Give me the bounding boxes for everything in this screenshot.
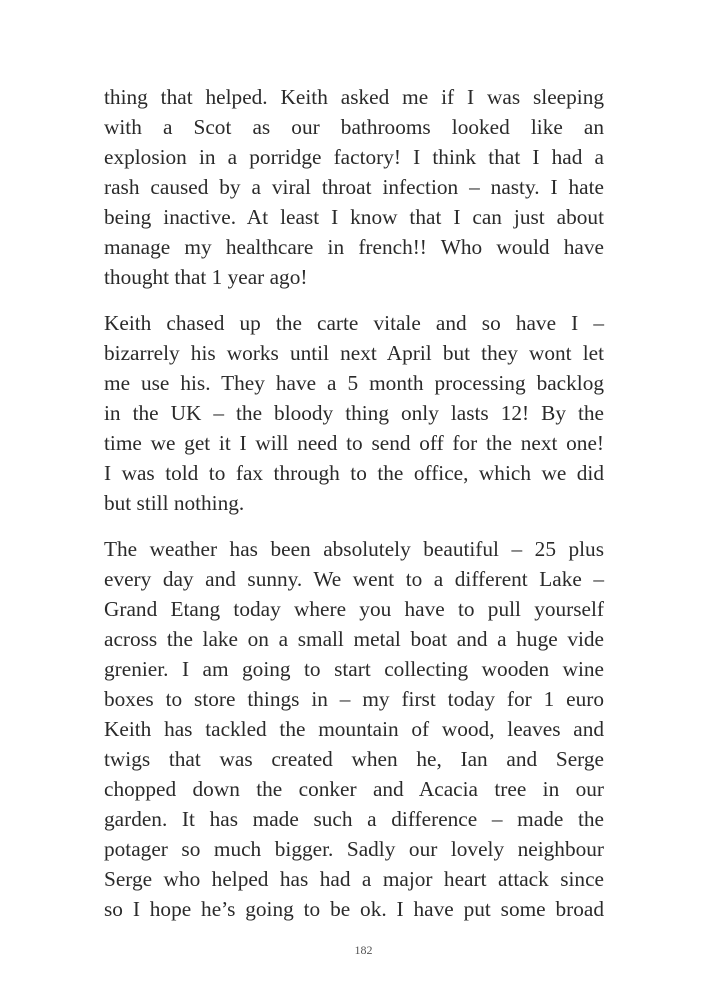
paragraph-2 [104, 308, 604, 518]
text-line: me use his. They have a 5 month processing backlog [104, 371, 604, 395]
text-line: across the lake on a small metal boat and a huge vide [104, 627, 604, 651]
text-line: being inactive. At least I know that I can just about [104, 205, 604, 229]
text-line: with a Scot as our bathrooms looked like an [104, 115, 604, 139]
text-line: grenier. I am going to start collecting wooden wine [104, 657, 604, 681]
text-line: boxes to store things in – my first today for 1 euro [104, 687, 604, 711]
text-line: so I hope he’s going to be ok. I have put some broad [104, 897, 604, 921]
text-line: Keith has tackled the mountain of wood, leaves and [104, 717, 604, 741]
text-line: I was told to fax through to the office, which we did [104, 461, 604, 485]
text-line: garden. It has made such a difference – made the [104, 807, 604, 831]
text-line: thought that 1 year ago! [104, 265, 308, 289]
text-line: The weather has been absolutely beautiful – 25 plus [104, 537, 604, 561]
text-line: bizarrely his works until next April but they wont let [104, 341, 604, 365]
text-line: in the UK – the bloody thing only lasts 12! By the [104, 401, 604, 425]
text-line: but still nothing. [104, 491, 245, 515]
paragraph-3 [104, 534, 604, 924]
page-number: 182 [354, 943, 373, 957]
text-line: twigs that was created when he, Ian and Serge [104, 747, 604, 771]
text-line: chopped down the conker and Acacia tree in our [104, 777, 604, 801]
text-line: every day and sunny. We went to a different Lake – [104, 567, 604, 591]
text-line: time we get it I will need to send off for the next one! [104, 431, 604, 455]
text-line: manage my healthcare in french!! Who would have [104, 235, 604, 259]
text-line: Grand Etang today where you have to pull yourself [104, 597, 604, 621]
text-line: rash caused by a viral throat infection – nasty. I hate [104, 175, 604, 199]
text-line: potager so much bigger. Sadly our lovely neighbour [104, 837, 604, 861]
text-line: thing that helped. Keith asked me if I was sleeping [104, 85, 604, 109]
text-line: Keith chased up the carte vitale and so have I – [104, 311, 604, 335]
text-line: explosion in a porridge factory! I think that I had a [104, 145, 604, 169]
paragraph-1 [104, 82, 604, 292]
body-text [104, 82, 604, 940]
text-line: Serge who helped has had a major heart attack since [104, 867, 604, 891]
